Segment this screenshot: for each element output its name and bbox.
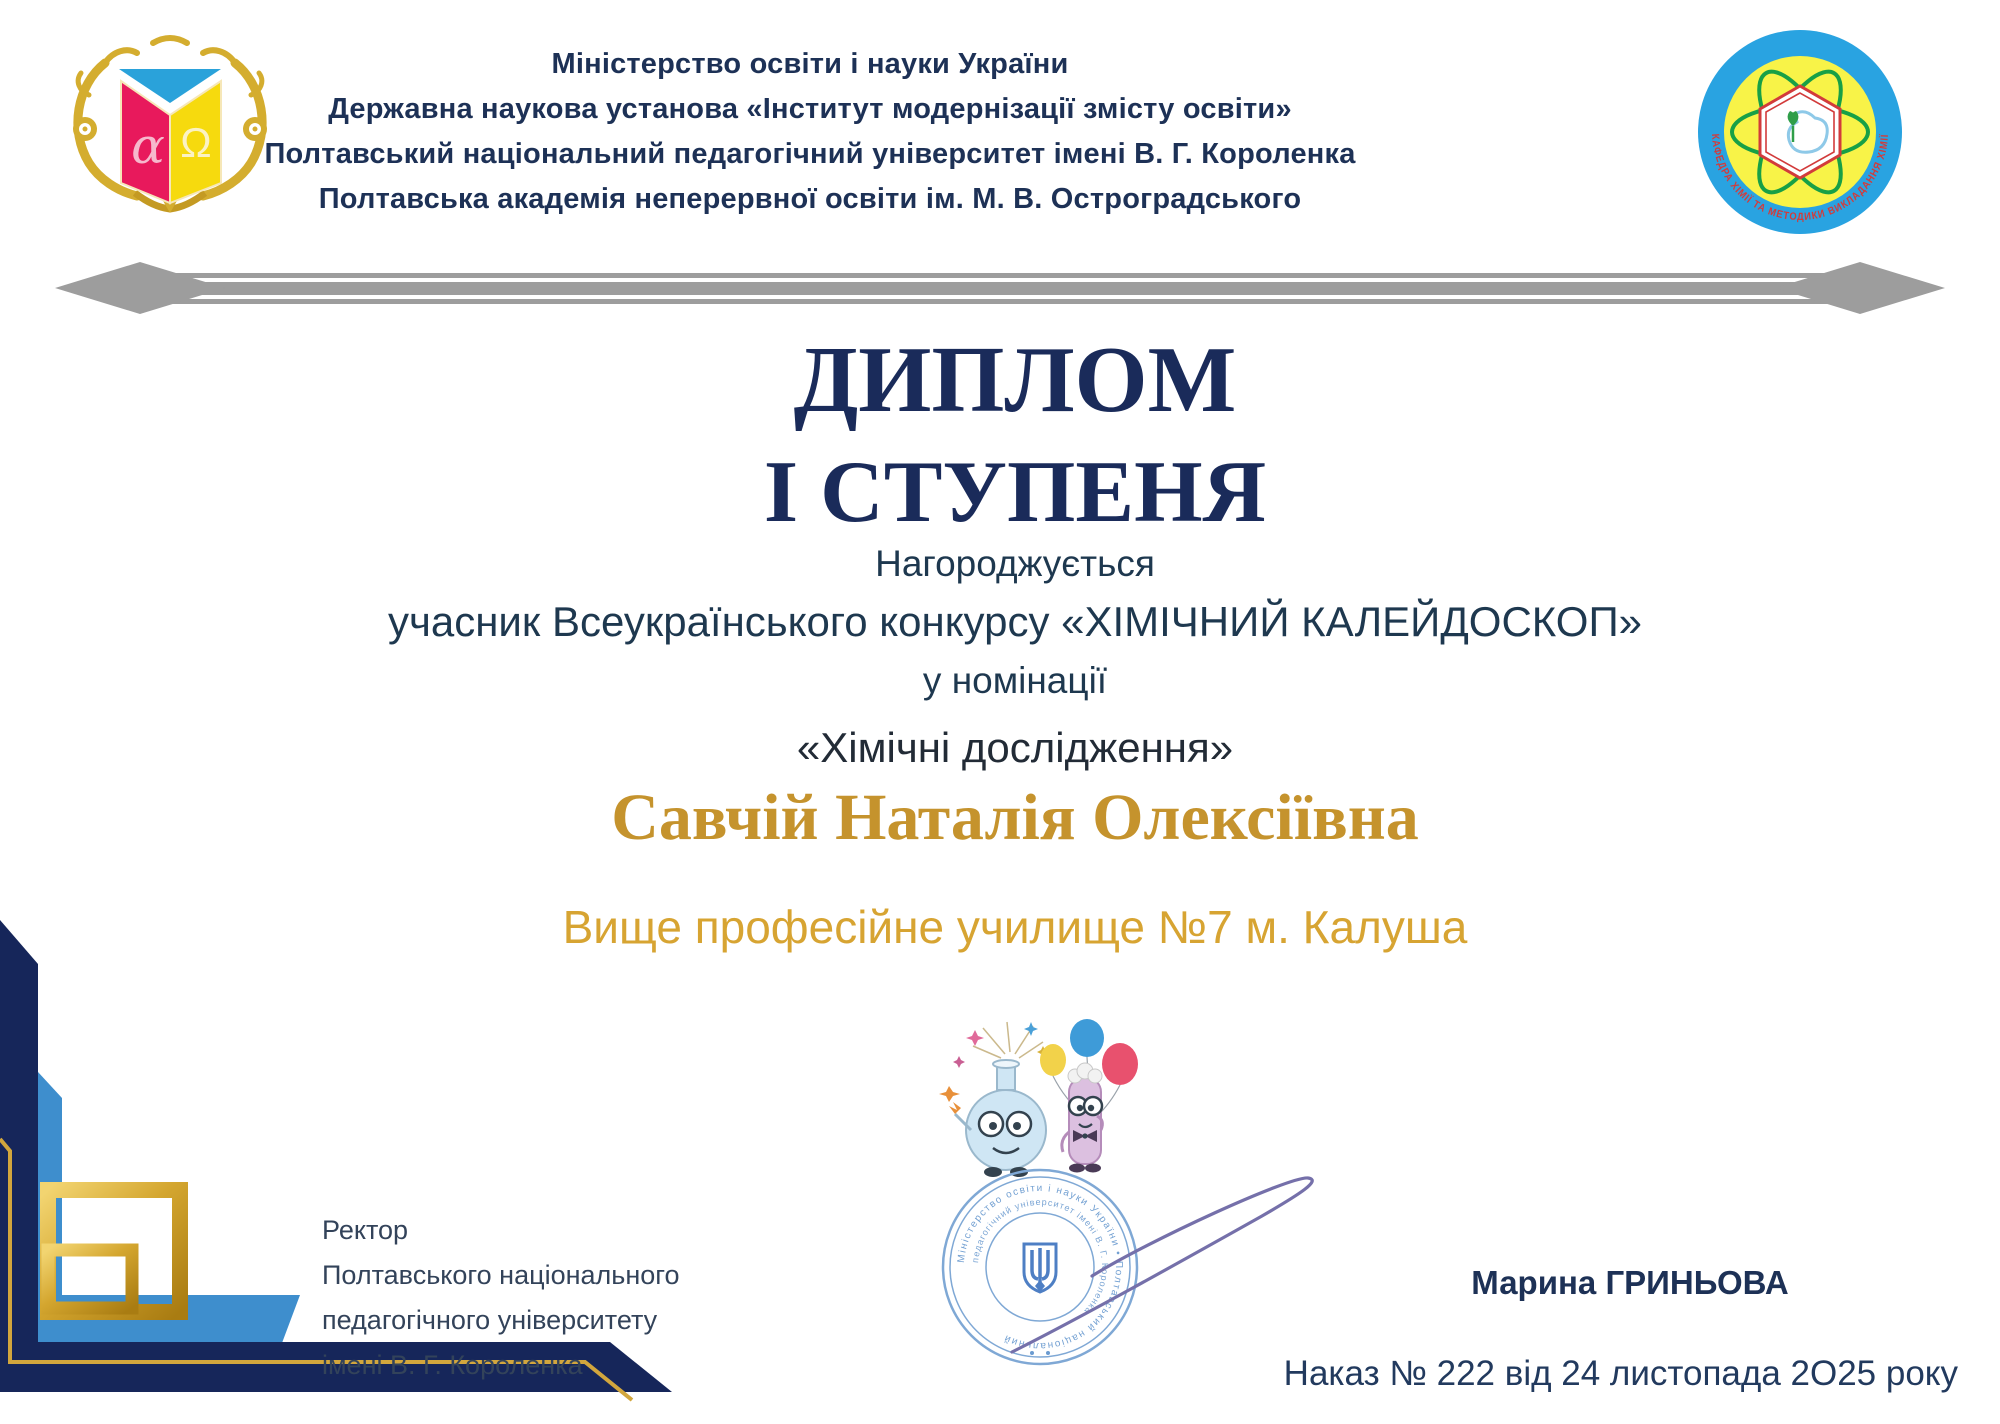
header-line-academy: Полтавська академія неперервної освіти ім. М. В. Остроградського: [318, 183, 1302, 215]
award-participant-line: учасник Всеукраїнського конкурсу «ХІМІЧНИЙ КАЛЕЙДОСКОП»: [388, 598, 1642, 645]
diploma-degree: І СТУПЕНЯ: [763, 444, 1267, 541]
rector-signature-block: [322, 1208, 680, 1388]
rector-line-1: Полтавського національного: [322, 1260, 680, 1290]
stamp-ring-outer-text: Міністерство освіти і науки України • Полтавський національний: [955, 1182, 1125, 1352]
ribbon-right-diamond: [1775, 262, 1945, 314]
recipient-name: Савчій Наталія Олексіївна: [611, 781, 1419, 854]
award-nomination: «Хімічні дослідження»: [796, 724, 1234, 771]
header-line-ministry: Міністерство освіти і науки України: [551, 48, 1069, 80]
emblem-alpha: α: [131, 117, 165, 175]
signer-name: Марина ГРИНЬОВА: [1471, 1264, 1789, 1301]
order-line: Наказ № 222 від 24 листопада 2О25 року: [1283, 1354, 1958, 1393]
star-wand: [949, 1102, 961, 1114]
header-line-university: Полтавський національний педагогічний університет імені В. Г. Короленка: [264, 138, 1356, 170]
balloon-pink: [1102, 1043, 1138, 1085]
header-institutions: [0, 42, 1620, 222]
recipient-institution: Вище професійне училище №7 м. Калуша: [562, 901, 1468, 953]
rector-line-3: імені В. Г. Короленка: [322, 1350, 583, 1380]
header-line-institute: Державна наукова установа «Інститут модернізації змісту освіти»: [328, 93, 1292, 125]
emblem-omega: Ω: [180, 119, 212, 166]
balloon-yellow: [1040, 1044, 1066, 1076]
award-nomination-intro: у номінації: [922, 660, 1108, 701]
logo-ring-text: КАФЕДРА ХІМІЇ ТА МЕТОДИКИ ВИКЛАДАННЯ ХІМІЇ: [1708, 133, 1892, 224]
chemistry-department-logo: [1675, 22, 1925, 242]
flask-character-body: [966, 1090, 1046, 1170]
divider-ribbon: [0, 250, 2000, 325]
stamp-ring-inner-text: педагогічний університет імені В. Г. Короленка: [970, 1196, 1111, 1317]
balloon-blue: [1070, 1019, 1104, 1057]
rector-line-0: Ректор: [322, 1215, 409, 1245]
trident-shield: [1024, 1244, 1056, 1292]
diploma-title: ДИПЛОМ: [793, 328, 1237, 432]
testtube-character: [1062, 1063, 1102, 1173]
award-intro: Нагороджується: [875, 543, 1155, 584]
rector-line-2: педагогічного університету: [322, 1305, 658, 1335]
corner-navy-vertical-band: [0, 920, 38, 1392]
ribbon-left-diamond: [55, 262, 225, 314]
